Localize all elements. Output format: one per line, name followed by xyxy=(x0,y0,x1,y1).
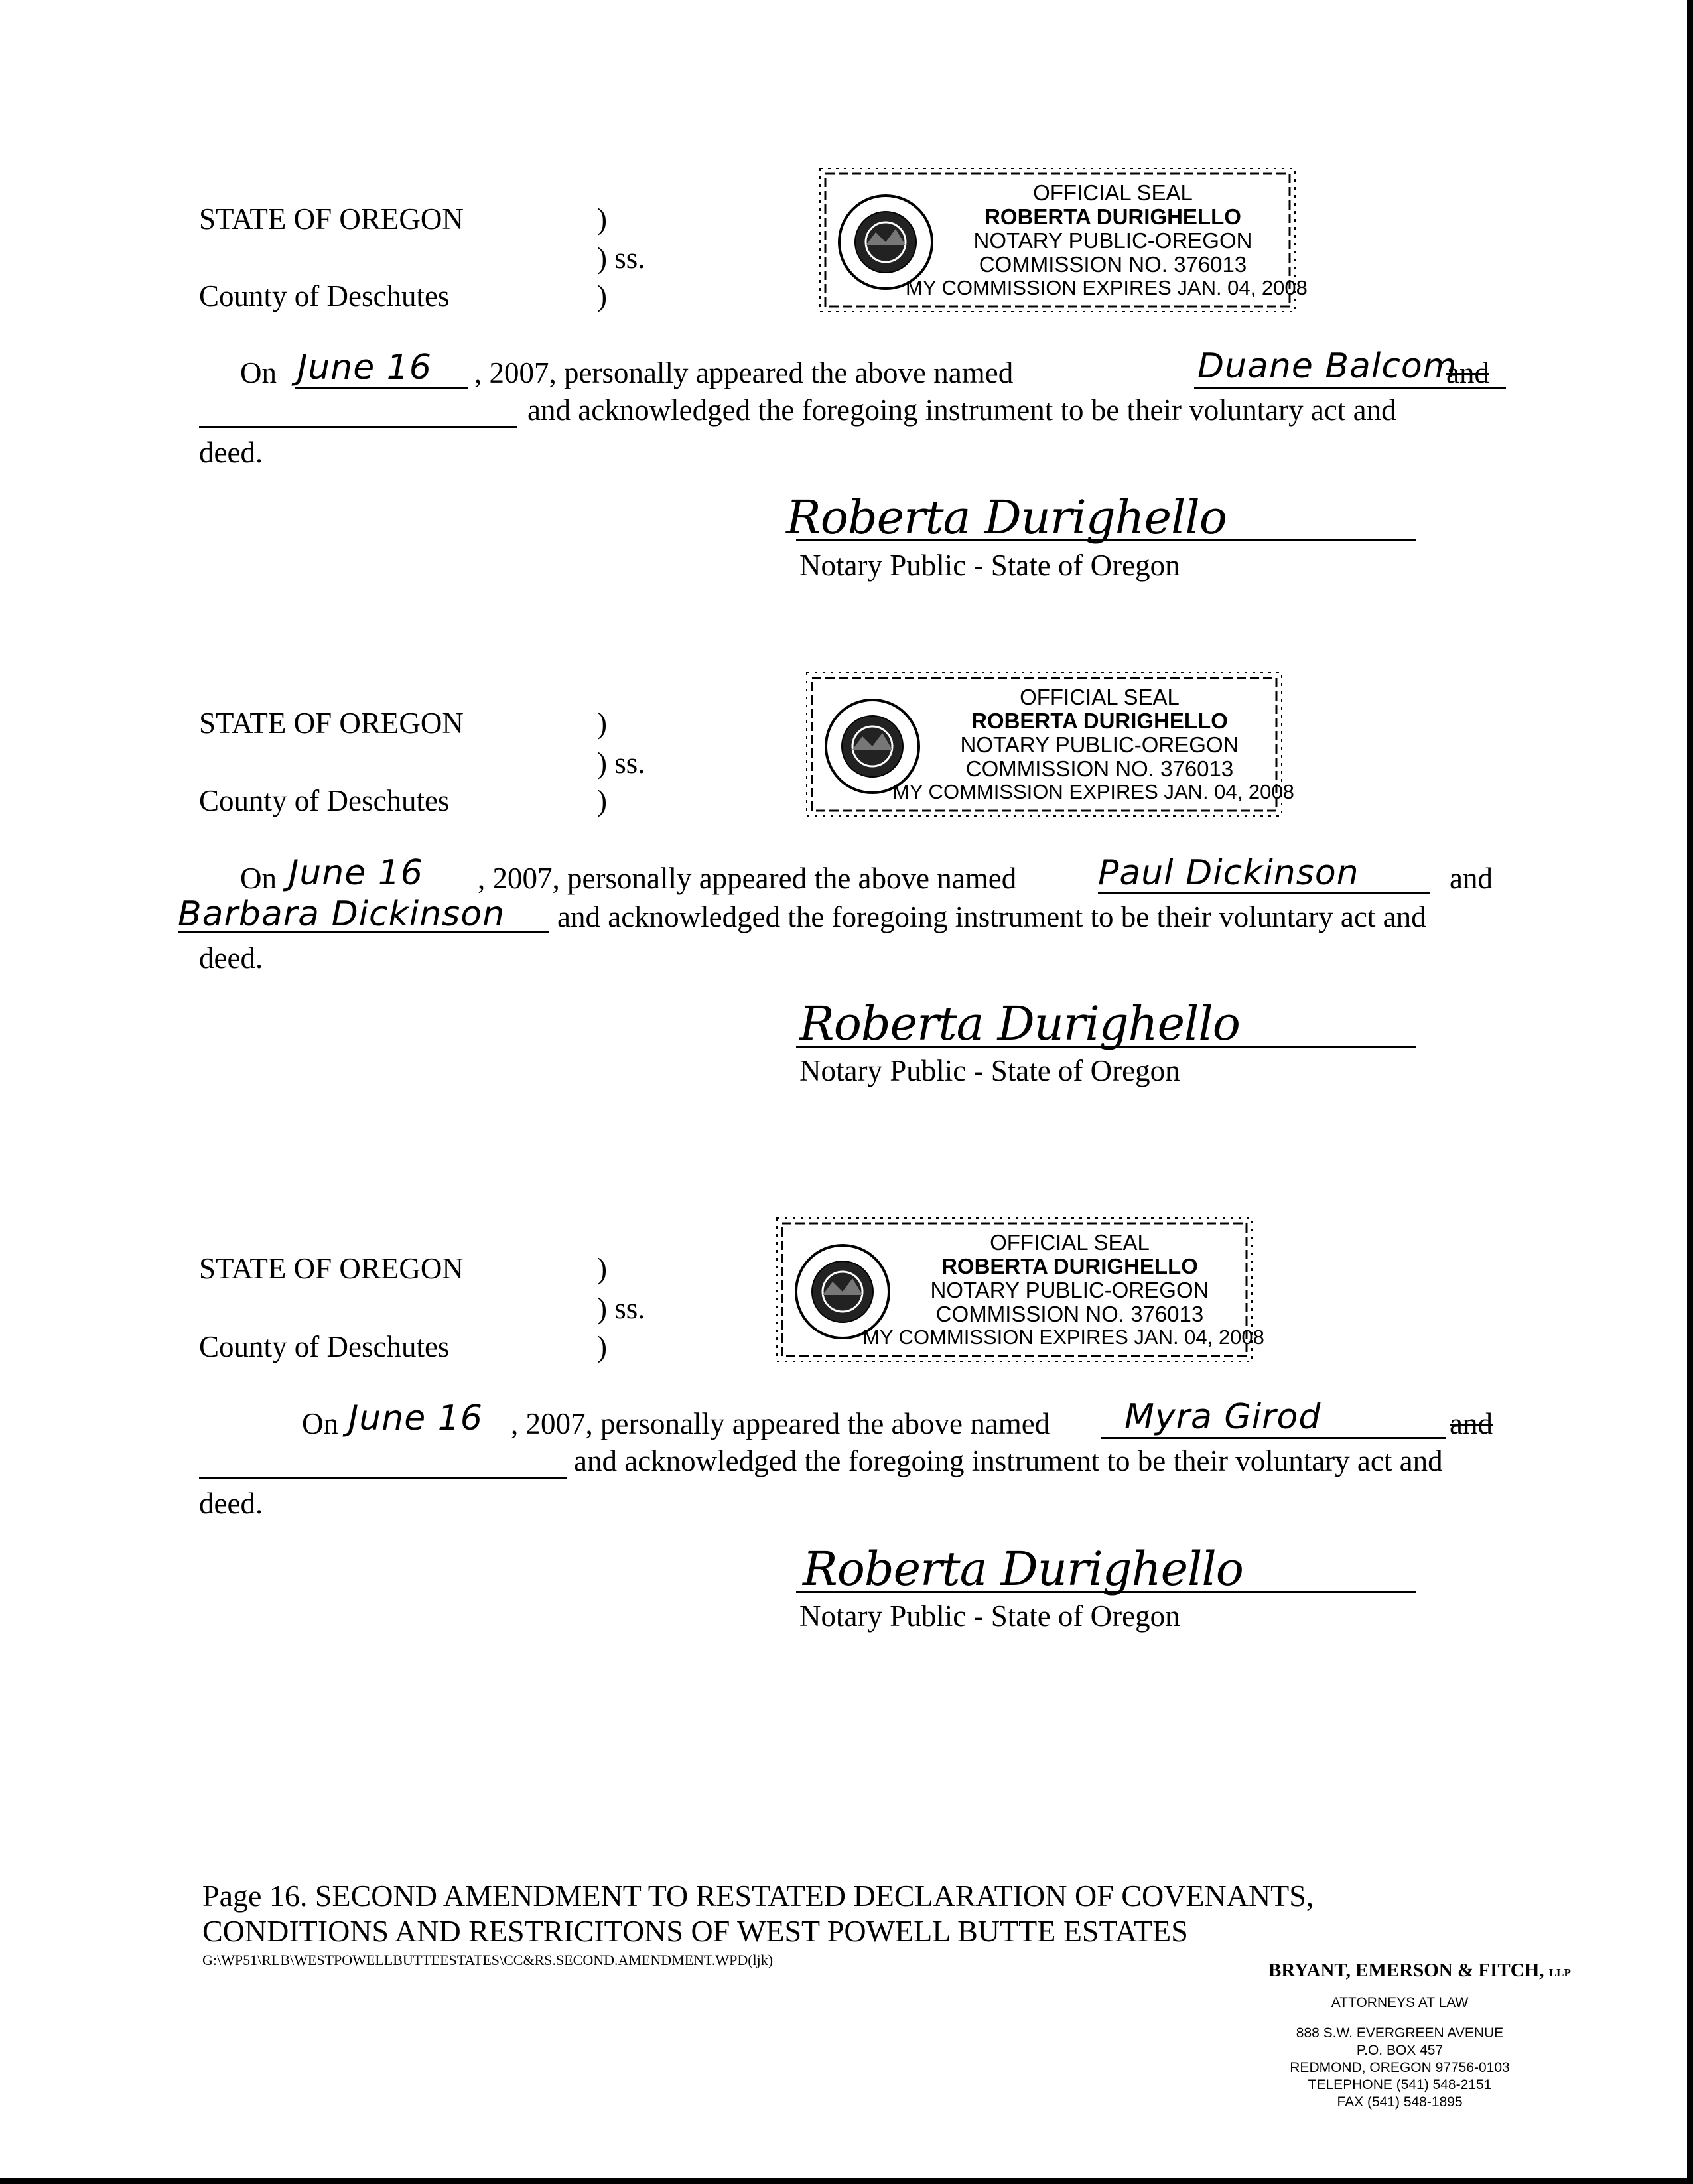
handwritten-name: Myra Girod xyxy=(1124,1397,1321,1437)
handwritten-name: Duane Balcom xyxy=(1197,346,1457,386)
telephone: TELEPHONE (541) 548-2151 xyxy=(1308,2077,1492,2092)
on-label: On xyxy=(302,1407,338,1440)
address-po-box: P.O. BOX 457 xyxy=(1356,2043,1444,2058)
state-label: STATE OF OREGON xyxy=(199,202,464,236)
deed-text: deed. xyxy=(199,941,263,975)
address-street: 888 S.W. EVERGREEN AVENUE xyxy=(1296,2025,1504,2041)
state-label: STATE OF OREGON xyxy=(199,707,464,740)
address-city: REDMOND, OREGON 97756-0103 xyxy=(1290,2060,1510,2075)
handwritten-date: June 16 xyxy=(297,348,432,387)
handwritten-name: Paul Dickinson xyxy=(1098,853,1359,893)
name-line xyxy=(1101,1437,1446,1439)
paren: ) xyxy=(597,279,607,312)
seal-line-expires: MY COMMISSION EXPIRES JAN. 04, 2008 xyxy=(862,1326,1264,1349)
and-text: and xyxy=(1450,862,1493,895)
struck-and: and xyxy=(1446,356,1489,389)
signature-line xyxy=(796,1591,1416,1593)
seal-line-expires: MY COMMISSION EXPIRES JAN. 04, 2008 xyxy=(906,276,1308,299)
fax: FAX (541) 548-1895 xyxy=(1337,2094,1463,2110)
seal-line-commission: COMMISSION NO. 376013 xyxy=(935,1302,1204,1326)
seal-line-title: NOTARY PUBLIC-OREGON xyxy=(973,228,1253,253)
seal-line-title: NOTARY PUBLIC-OREGON xyxy=(930,1278,1209,1302)
firm-name-text: BRYANT, EMERSON & FITCH, xyxy=(1268,1960,1544,1981)
handwritten-date: June 16 xyxy=(289,853,423,893)
paren: ) xyxy=(597,707,607,740)
signature-line xyxy=(796,1046,1416,1048)
firm-name xyxy=(1268,1960,1571,1982)
seal-line-expires: MY COMMISSION EXPIRES JAN. 04, 2008 xyxy=(892,780,1294,803)
seal-line-official: OFFICIAL SEAL xyxy=(1020,685,1180,709)
notary-caption: Notary Public - State of Oregon xyxy=(799,1600,1180,1633)
seal-line-title: NOTARY PUBLIC-OREGON xyxy=(960,732,1239,757)
notary-signature: Roberta Durighello xyxy=(803,1542,1243,1596)
state-label: STATE OF OREGON xyxy=(199,1252,464,1285)
name-line xyxy=(1098,892,1430,894)
county-label: County of Deschutes xyxy=(199,279,450,312)
notary-caption: Notary Public - State of Oregon xyxy=(799,1054,1180,1087)
seal-line-official: OFFICIAL SEAL xyxy=(1033,180,1193,205)
acknowledged-text: and acknowledged the foregoing instrument to be their voluntary act and xyxy=(557,900,1426,933)
struck-and: and xyxy=(1450,1407,1493,1440)
handwritten-date: June 16 xyxy=(348,1399,483,1438)
notary-signature: Roberta Durighello xyxy=(799,996,1240,1051)
paren: ) xyxy=(597,202,607,236)
notary-caption: Notary Public - State of Oregon xyxy=(799,549,1180,582)
seal-line-commission: COMMISSION NO. 376013 xyxy=(965,756,1234,781)
notary-seal-stamp xyxy=(816,165,1308,317)
notary-seal-stamp xyxy=(803,669,1294,821)
paren: ) xyxy=(597,1252,607,1285)
notary-signature: Roberta Durighello xyxy=(786,490,1227,545)
firm-subtitle: ATTORNEYS AT LAW xyxy=(1331,1995,1469,2010)
ss-label: ) ss. xyxy=(597,746,645,780)
name2-line xyxy=(199,426,517,428)
appeared-text: , 2007, personally appeared the above named xyxy=(474,356,1014,389)
firm-suffix: LLP xyxy=(1548,1966,1571,1979)
acknowledged-text: and acknowledged the foregoing instrument to be their voluntary act and xyxy=(574,1444,1443,1477)
signature-line xyxy=(796,539,1416,541)
footer-title-line1: Page 16. SECOND AMENDMENT TO RESTATED DECLARATION OF COVENANTS, xyxy=(202,1879,1314,1913)
seal-line-name: ROBERTA DURIGHELLO xyxy=(971,709,1228,733)
footer-title-line2: CONDITIONS AND RESTRICITONS OF WEST POWELL BUTTE ESTATES xyxy=(202,1914,1188,1948)
name2-line xyxy=(178,931,549,933)
deed-text: deed. xyxy=(199,1487,263,1520)
on-label: On xyxy=(240,356,277,389)
name-line xyxy=(1194,387,1506,389)
firm-address xyxy=(1287,2025,1513,2111)
deed-text: deed. xyxy=(199,436,263,469)
seal-line-official: OFFICIAL SEAL xyxy=(990,1230,1150,1255)
handwritten-name2: Barbara Dickinson xyxy=(178,894,506,934)
ss-label: ) ss. xyxy=(597,1292,645,1325)
paren: ) xyxy=(597,1330,607,1363)
date-line xyxy=(295,387,468,389)
seal-line-commission: COMMISSION NO. 376013 xyxy=(979,252,1247,277)
acknowledged-text: and acknowledged the foregoing instrument to be their voluntary act and xyxy=(527,393,1396,427)
appeared-text: , 2007, personally appeared the above named xyxy=(511,1407,1050,1440)
paren: ) xyxy=(597,784,607,817)
on-label: On xyxy=(240,862,277,895)
county-label: County of Deschutes xyxy=(199,1330,450,1363)
file-path: G:\WP51\RLB\WESTPOWELLBUTTEESTATES\CC&RS.SECOND.AMENDMENT.WPD(ljk) xyxy=(202,1952,774,1968)
ss-label: ) ss. xyxy=(597,241,645,275)
seal-line-name: ROBERTA DURIGHELLO xyxy=(941,1254,1198,1278)
scan-edge-right xyxy=(1687,0,1693,2184)
name2-line xyxy=(199,1477,567,1479)
county-label: County of Deschutes xyxy=(199,784,450,817)
notary-seal-stamp xyxy=(773,1214,1264,1367)
scan-edge-bottom xyxy=(0,2178,1693,2184)
appeared-text: , 2007, personally appeared the above named xyxy=(478,862,1017,895)
seal-line-name: ROBERTA DURIGHELLO xyxy=(984,204,1241,229)
